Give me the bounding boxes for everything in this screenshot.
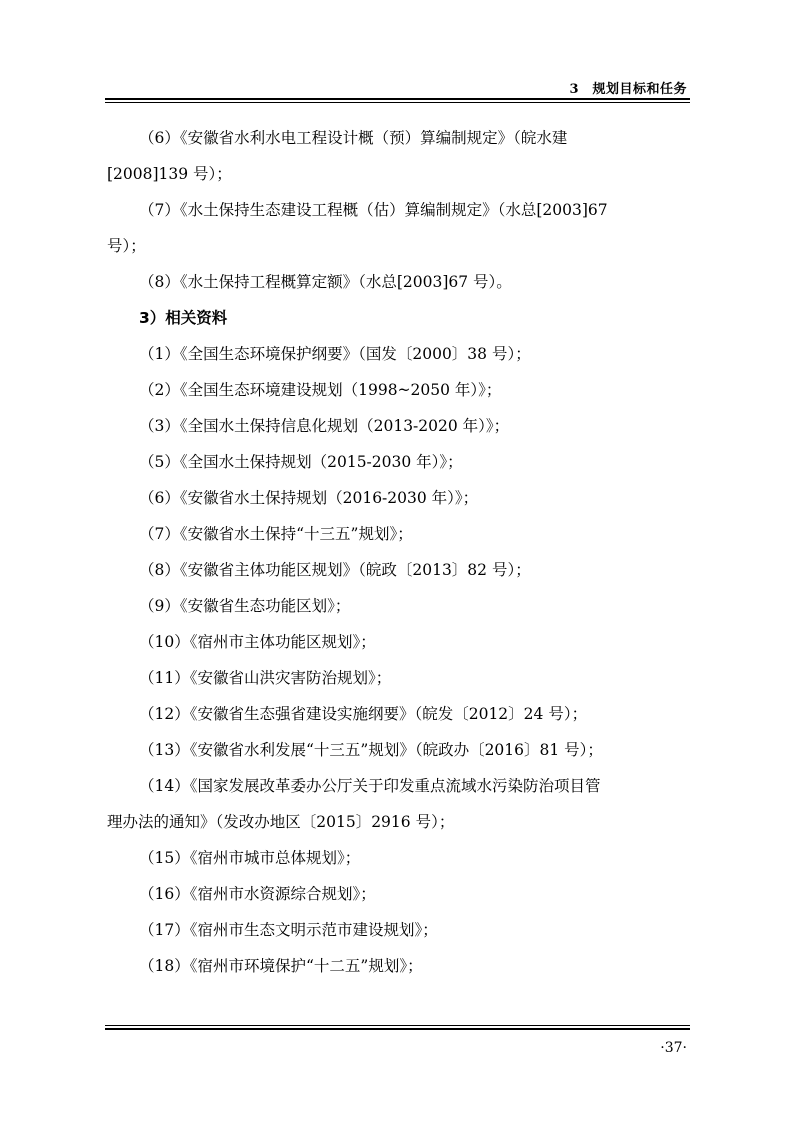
list-item: （15）《宿州市城市总体规划》；	[139, 849, 361, 867]
list-item: （3）《全国水土保持信息化规划（2013-2020 年）》；	[139, 417, 510, 435]
list-item: （16）《宿州市水资源综合规划》；	[139, 885, 376, 903]
header-rule	[105, 98, 690, 103]
list-item: （11）《安徽省山洪灾害防治规划》；	[139, 669, 392, 687]
section-heading: 3）相关资料	[139, 309, 228, 327]
list-item: （7）《安徽省水土保持“十三五”规划》；	[139, 525, 413, 543]
page-number: ·37·	[660, 1040, 687, 1056]
list-item: （13）《安徽省水利发展“十三五”规划》（皖政办〔2016〕81 号）；	[139, 741, 603, 759]
running-header: 3 规划目标和任务	[569, 82, 687, 97]
list-item: （12）《安徽省生态强省建设实施纲要》（皖发〔2012〕24 号）；	[139, 705, 588, 723]
paragraph-line: （6）《安徽省水利水电工程设计概（预）算编制规定》（皖水建	[139, 129, 568, 147]
document-body	[107, 120, 687, 984]
list-item: （10）《宿州市主体功能区规划》；	[139, 633, 376, 651]
list-item: （18）《宿州市环境保护“十二五”规划》；	[139, 957, 423, 975]
paragraph-line: 号）；	[107, 237, 146, 255]
footer-rule	[105, 1025, 690, 1030]
paragraph-line: （7）《水土保持生态建设工程概（估）算编制规定》（水总[2003]67	[139, 201, 608, 219]
list-item: （2）《全国生态环境建设规划（1998~2050 年）》；	[139, 381, 502, 399]
list-item: （1）《全国生态环境保护纲要》（国发〔2000〕38 号）；	[139, 345, 531, 363]
list-item: （6）《安徽省水土保持规划（2016-2030 年）》；	[139, 489, 479, 507]
list-item: （14）《国家发展改革委办公厅关于印发重点流域水污染防治项目管	[139, 777, 601, 795]
paragraph-line: （8）《水土保持工程概算定额》（水总[2003]67 号）。	[139, 273, 512, 291]
list-item: （17）《宿州市生态文明示范市建设规划》；	[139, 921, 438, 939]
list-item-continuation: 理办法的通知》（发改办地区〔2015〕2916 号）；	[107, 813, 455, 831]
paragraph-line: [2008]139 号）；	[107, 165, 232, 183]
list-item: （5）《全国水土保持规划（2015-2030 年）》；	[139, 453, 463, 471]
list-item: （9）《安徽省生态功能区划》；	[139, 597, 351, 615]
list-item: （8）《安徽省主体功能区规划》（皖政〔2013〕82 号）；	[139, 561, 531, 579]
